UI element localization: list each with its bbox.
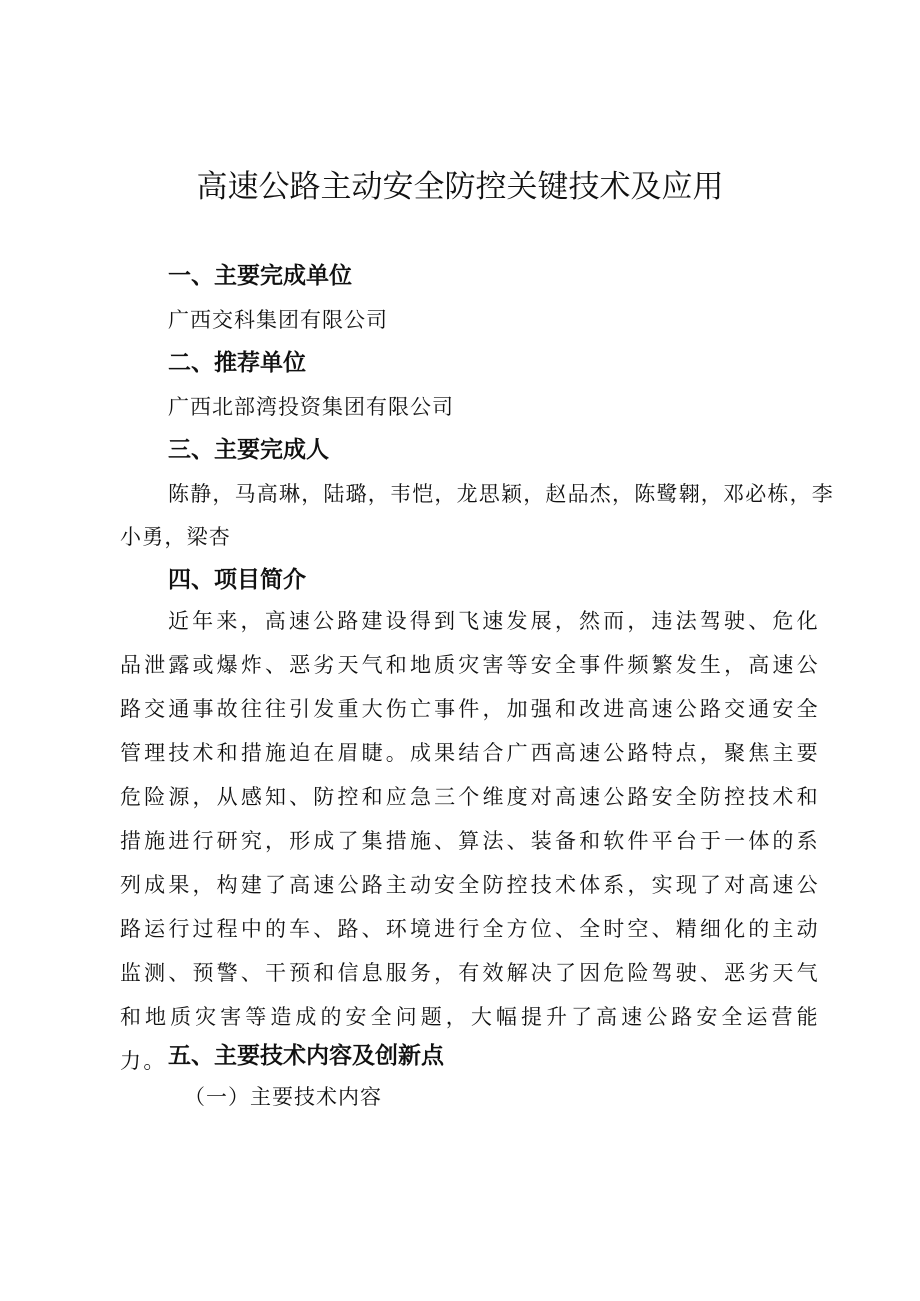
document-title: 高速公路主动安全防控关键技术及应用	[196, 169, 724, 205]
subsection-heading-main-tech: （一）主要技术内容	[184, 1085, 382, 1109]
section-heading-tech-content: 五、主要技术内容及创新点	[168, 1043, 444, 1069]
section-heading-main-persons: 三、主要完成人	[168, 437, 329, 463]
main-persons-text: 陈静，马高琳，陆璐，韦恺，龙思颖，赵品杰，陈鹭翱，邓必栋，李小勇，梁杏	[120, 482, 834, 549]
section-heading-project-intro: 四、项目简介	[168, 567, 306, 593]
section-heading-recommending-unit: 二、推荐单位	[168, 350, 306, 376]
main-units-text: 广西交科集团有限公司	[168, 308, 388, 332]
recommending-unit-text: 广西北部湾投资集团有限公司	[168, 395, 454, 419]
section-heading-main-units: 一、主要完成单位	[168, 263, 352, 289]
project-intro-paragraph: 近年来，高速公路建设得到飞速发展，然而，违法驾驶、危化品泄露或爆炸、恶劣天气和地质灾害等安全事件频繁发生，高速公路交通事故往往引发重大伤亡事件，加强和改进高速公路交通安全管理技术和措施迫在眉睫。成果结合广西高速公路特点，聚焦主要危险源，从感知、防控和应急三个维度对高速公路安全防控技术和措施进行研究，形成了集措施、算法、装备和软件平台于一体的系列成果，构建了高速公路主动安全防控技术体系，实现了对高速公路运行过程中的车、路、环境进行全方位、全时空、精细化的主动监测、预警、干预和信息服务，有效解决了因危险驾驶、恶劣天气和地质灾害等造成的安全问题，大幅提升了高速公路安全运营能力。	[120, 609, 820, 1073]
